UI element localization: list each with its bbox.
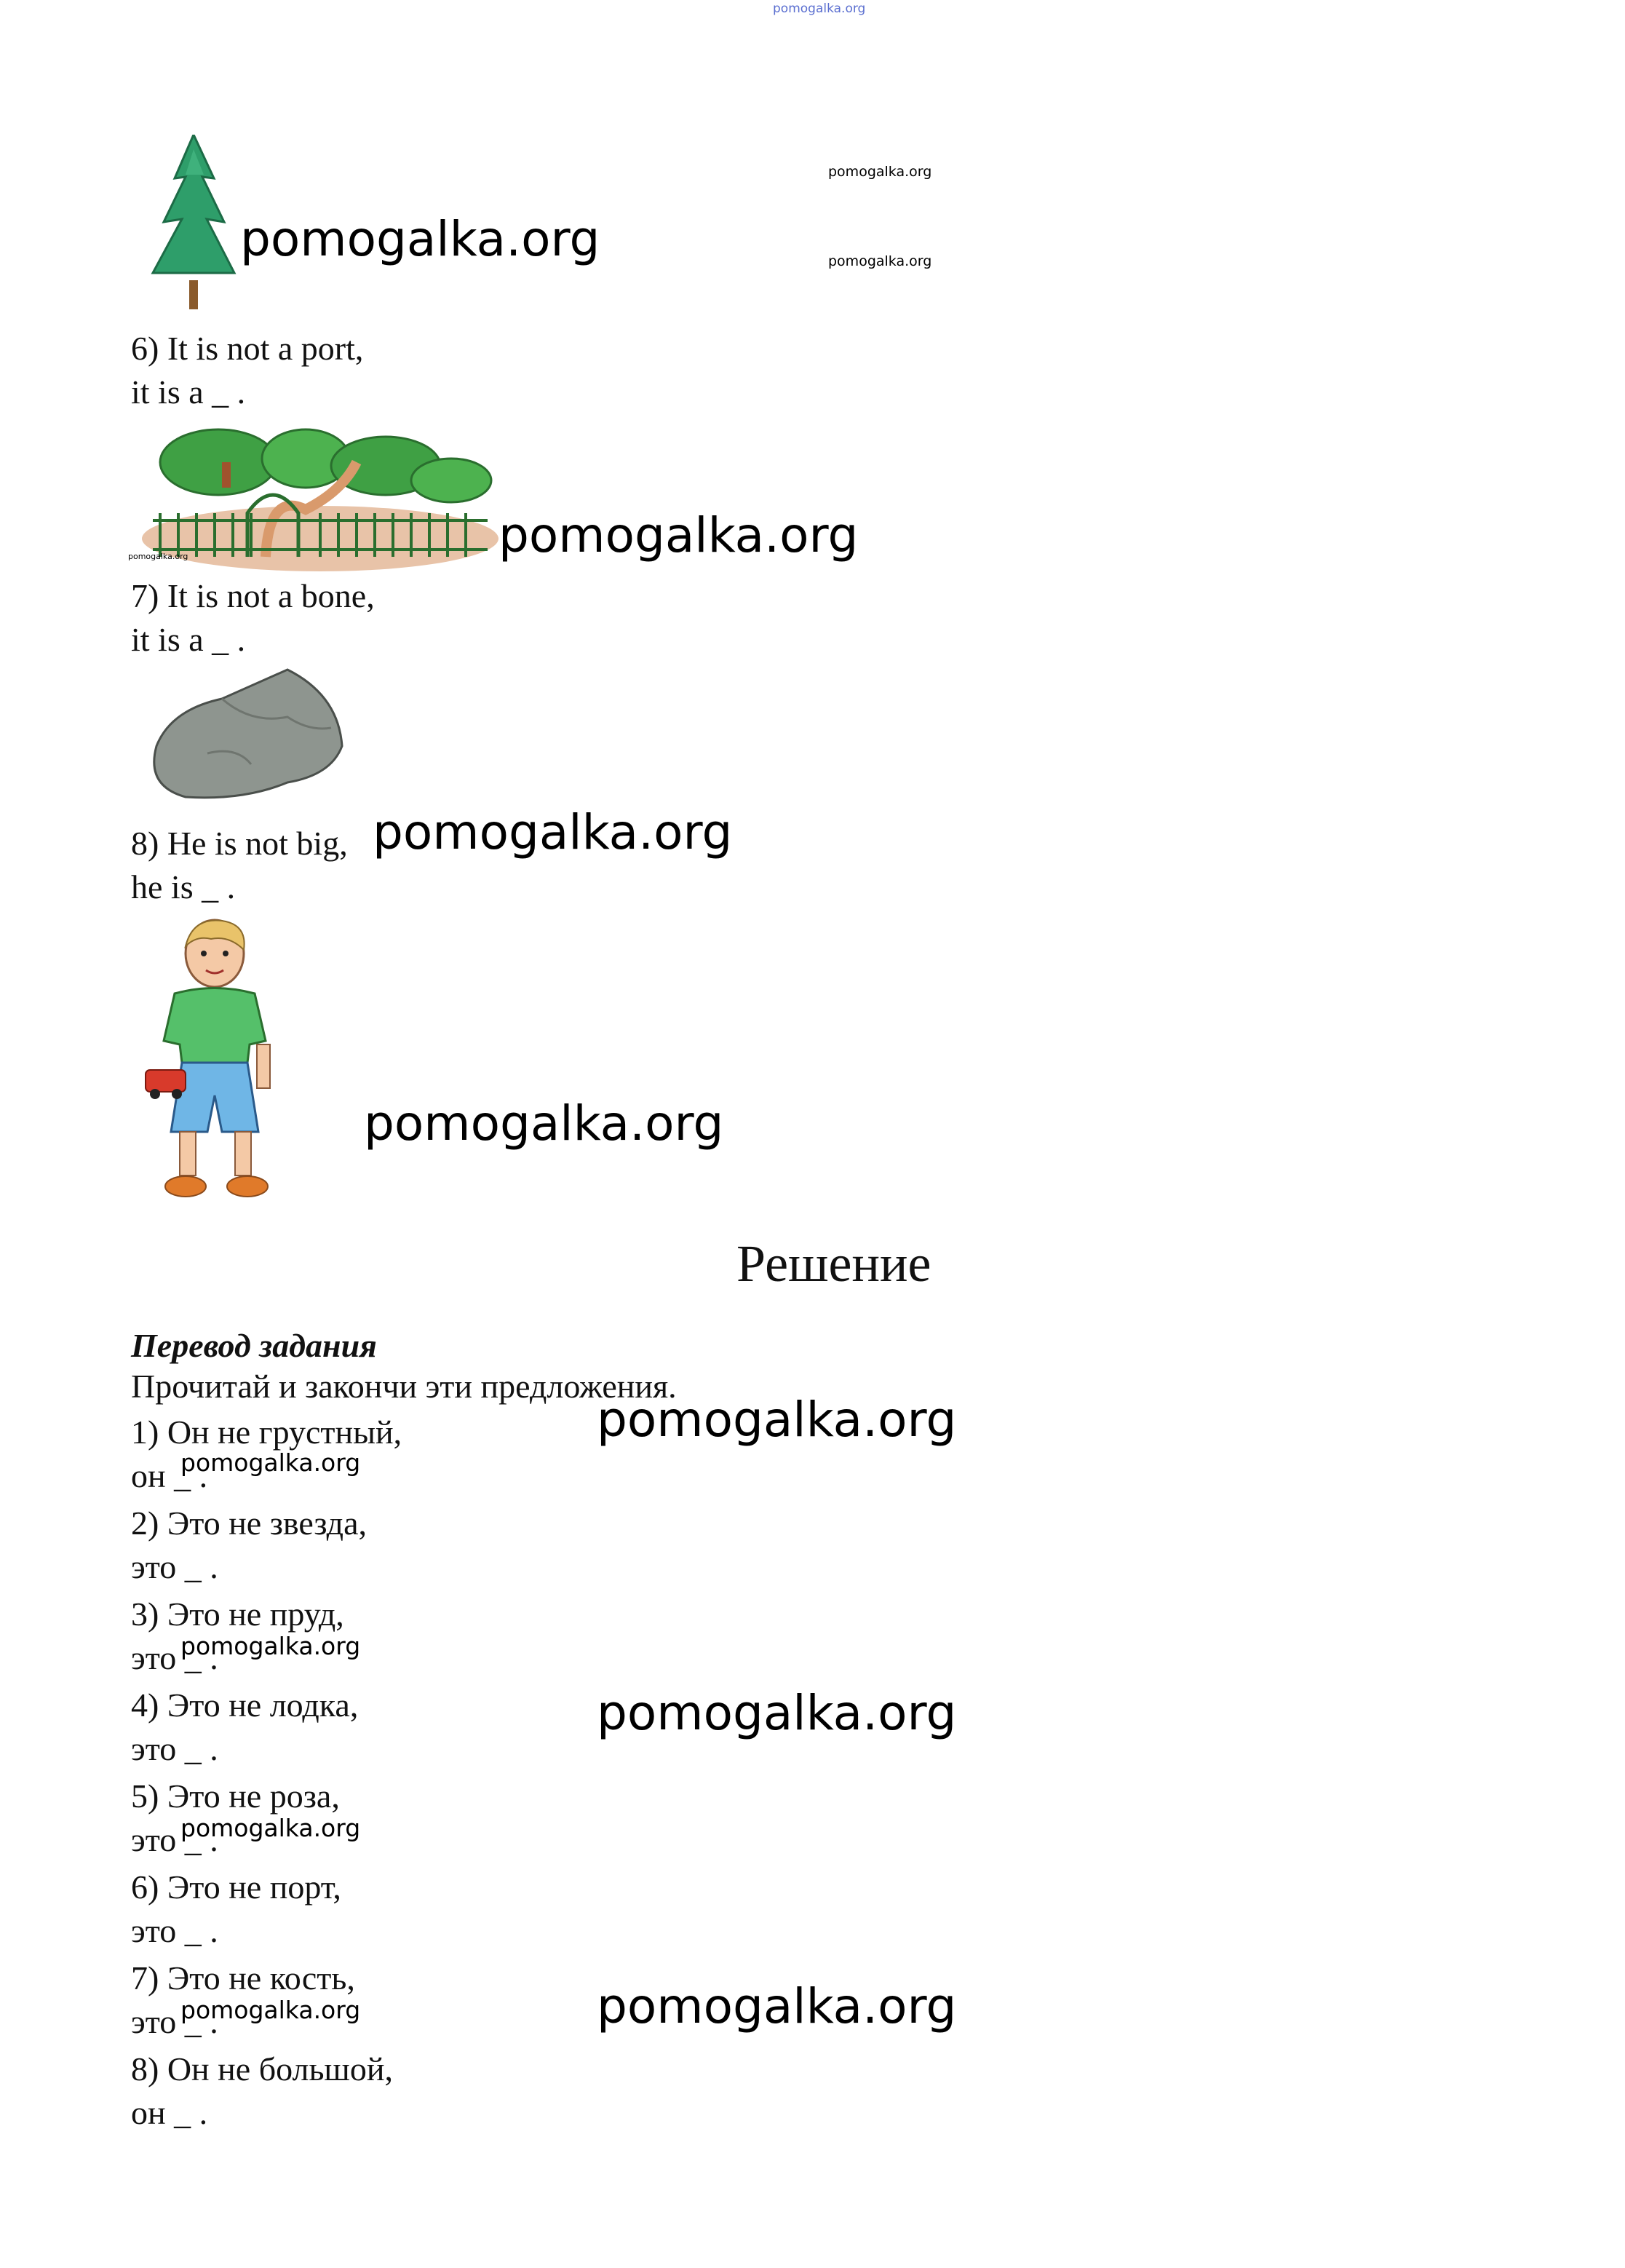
watermark: pomogalka.org — [373, 804, 733, 860]
item-text: Это не пруд, — [167, 1595, 344, 1633]
watermark: pomogalka.org — [240, 211, 600, 267]
watermark: pomogalka.org — [597, 1685, 957, 1741]
watermark: pomogalka.org — [597, 1392, 957, 1448]
item-text: He is not big, — [167, 825, 348, 862]
translation-item-8-line1 — [131, 2050, 393, 2087]
translation-item-1-line2: он _ . — [131, 1457, 208, 1494]
watermark: pomogalka.org — [180, 1632, 361, 1660]
translation-item-6-line1 — [131, 1868, 341, 1906]
item-number: 8) — [131, 2050, 159, 2087]
item-number: 3) — [131, 1595, 159, 1633]
translation-item-1-line1 — [131, 1413, 402, 1451]
item-number: 5) — [131, 1777, 159, 1815]
item-number: 6) — [131, 330, 159, 367]
watermark: pomogalka.org — [180, 1814, 361, 1842]
translation-item-7-line1 — [131, 1959, 355, 1997]
item-number: 1) — [131, 1413, 159, 1451]
translation-item-7-line2: это _ . — [131, 2003, 218, 2040]
stone-illustration — [142, 666, 349, 804]
translation-item-3-line2: это _ . — [131, 1639, 218, 1676]
translation-item-4-line2: это _ . — [131, 1730, 218, 1767]
tree-illustration — [146, 135, 240, 313]
exercise-item-8-line2: he is _ . — [131, 868, 236, 905]
item-text: Это не роза, — [167, 1777, 340, 1815]
translation-item-3-line1 — [131, 1595, 344, 1633]
translation-item-2-line2: это _ . — [131, 1548, 218, 1585]
item-text: It is not a bone, — [167, 577, 375, 614]
exercise-item-8-line1 — [131, 827, 348, 860]
item-text: Он не большой, — [167, 2050, 393, 2087]
top-watermark: pomogalka.org — [773, 1, 866, 16]
translation-item-4-line1 — [131, 1686, 359, 1724]
item-text: Он не грустный, — [167, 1413, 402, 1451]
exercise-item-7-line1 — [131, 579, 375, 613]
item-text: Это не звезда, — [167, 1504, 367, 1542]
item-number: 7) — [131, 577, 159, 614]
watermark: pomogalka.org — [364, 1095, 724, 1151]
watermark: pomogalka.org — [597, 1978, 957, 2034]
translation-item-8-line2: он _ . — [131, 2094, 208, 2131]
item-text: Это не лодка, — [167, 1686, 359, 1724]
solution-subheading: Перевод задания — [131, 1327, 377, 1364]
item-number: 6) — [131, 1868, 159, 1906]
solution-instruction: Прочитай и закончи эти предложения. — [131, 1368, 677, 1405]
item-text: Это не кость, — [167, 1959, 355, 1997]
exercise-item-6-line1 — [131, 332, 363, 365]
exercise-item-6-line2: it is a _ . — [131, 373, 246, 411]
translation-item-6-line2: это _ . — [131, 1912, 218, 1949]
item-number: 7) — [131, 1959, 159, 1997]
item-number: 4) — [131, 1686, 159, 1724]
translation-item-2-line1 — [131, 1504, 367, 1542]
park-illustration — [138, 411, 502, 571]
boy-illustration — [142, 913, 295, 1201]
solution-heading: Решение — [736, 1234, 931, 1293]
watermark: pomogalka.org — [828, 164, 932, 180]
watermark: pomogalka.org — [180, 1996, 361, 2024]
item-number: 2) — [131, 1504, 159, 1542]
item-text: It is not a port, — [167, 330, 364, 367]
watermark: pomogalka.org — [498, 507, 859, 563]
watermark: pomogalka.org — [128, 552, 188, 561]
watermark: pomogalka.org — [828, 253, 932, 269]
exercise-item-7-line2: it is a _ . — [131, 621, 246, 658]
item-text: Это не порт, — [167, 1868, 341, 1906]
item-number: 8) — [131, 825, 159, 862]
translation-item-5-line2: это _ . — [131, 1821, 218, 1858]
translation-item-5-line1 — [131, 1777, 340, 1815]
watermark: pomogalka.org — [180, 1448, 361, 1477]
